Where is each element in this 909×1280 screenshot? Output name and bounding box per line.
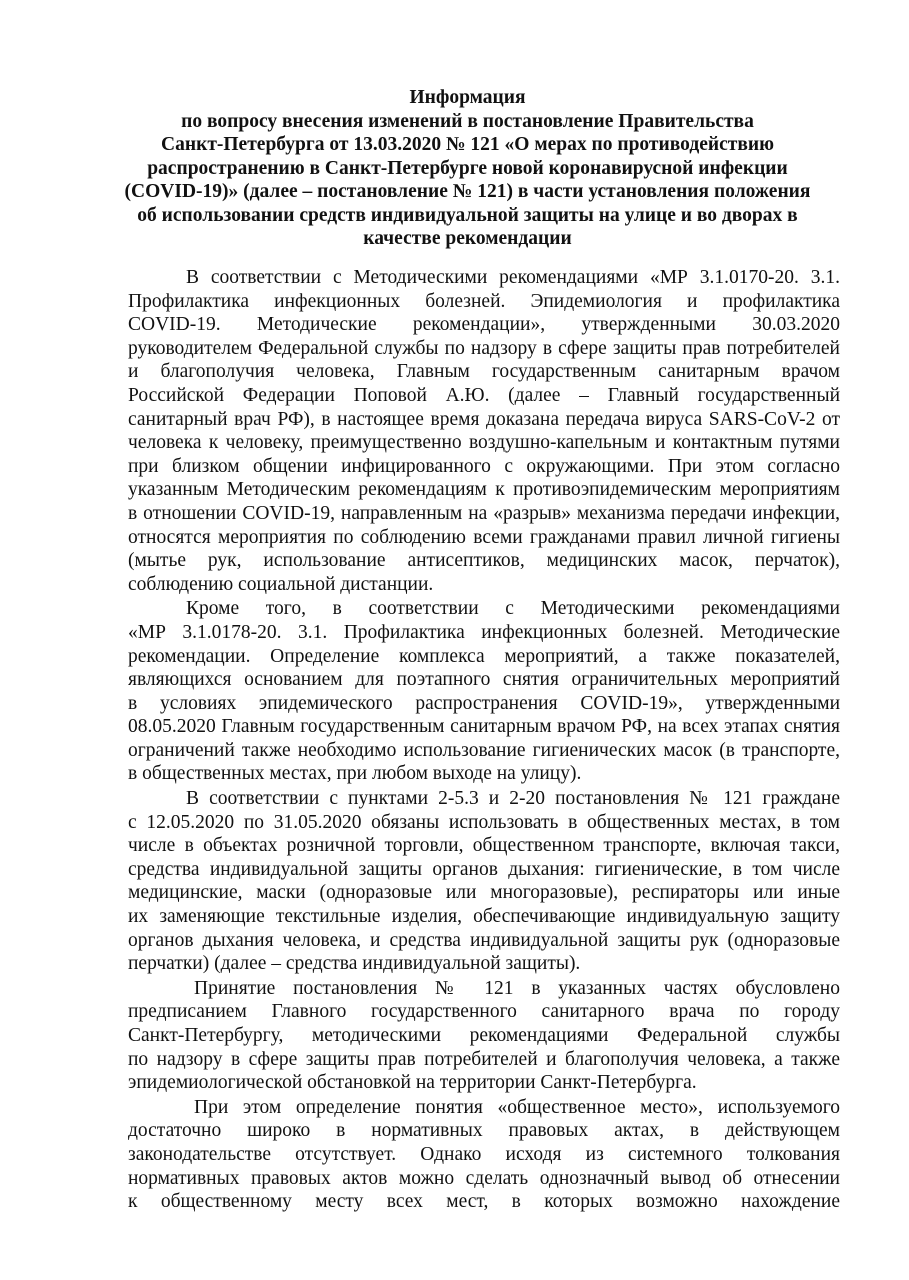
text-line: В соответствии с пунктами 2-5.3 и 2-20 постановления № 121 граждане bbox=[186, 788, 840, 810]
text-line: предписанием Главного государственного санитарного врача по городу bbox=[128, 1001, 840, 1023]
text-line: в отношении COVID-19, направленным на «разрыв» механизма передачи инфекции, bbox=[128, 502, 840, 524]
heading-line: по вопросу внесения изменений в постановление Правительства bbox=[181, 110, 754, 132]
text-line: соблюдению социальной дистанции. bbox=[128, 573, 434, 595]
heading-line: качестве рекомендации bbox=[363, 228, 572, 249]
text-line: (мытье рук, использование антисептиков, медицинских масок, перчаток), bbox=[128, 550, 840, 572]
text-line: в условиях эпидемического распространения COVID-19», утвержденными bbox=[128, 692, 840, 714]
text-line: Российской Федерации Поповой А.Ю. (далее – Главный государственный bbox=[128, 384, 840, 406]
text-line: и благополучия человека, Главным государственным санитарным врачом bbox=[128, 361, 840, 383]
paragraph-3 bbox=[128, 787, 840, 976]
document-body bbox=[128, 266, 840, 1215]
text-line: «МР 3.1.0178-20. 3.1. Профилактика инфекционных болезней. Методические bbox=[128, 621, 840, 643]
heading-line: распространению в Санкт-Петербурге новой коронавирусной инфекции bbox=[147, 157, 788, 179]
text-line: являющихся основанием для поэтапного снятия ограничительных мероприятий bbox=[128, 669, 840, 691]
text-line: эпидемиологической обстановкой на территории Санкт-Петербурга. bbox=[128, 1072, 697, 1094]
text-line: к общественному месту всех мест, в которых возможно нахождение bbox=[128, 1191, 840, 1213]
paragraph-4 bbox=[128, 977, 840, 1095]
text-line: санитарный врач РФ), в настоящее время доказана передача вируса SARS-CoV-2 от bbox=[128, 408, 840, 430]
text-line: При этом определение понятия «общественное место», используемого bbox=[194, 1096, 840, 1118]
text-line: В соответствии с Методическими рекомендациями «МР 3.1.0170-20. 3.1. bbox=[186, 267, 840, 288]
text-line: средства индивидуальной защиты органов дыхания: гигиенические, в том числе bbox=[128, 858, 840, 880]
text-line: нормативных правовых актов можно сделать однозначный вывод об отнесении bbox=[128, 1167, 840, 1189]
text-line: Кроме того, в соответствии с Методическими рекомендациями bbox=[186, 598, 840, 620]
text-line: Санкт-Петербургу, методическими рекомендациями Федеральной службы bbox=[128, 1025, 840, 1046]
heading-line: об использовании средств индивидуальной защиты на улице и во дворах в bbox=[137, 204, 798, 226]
paragraph-1 bbox=[128, 266, 840, 596]
text-line: указанным Методическим рекомендациям к противоэпидемическим мероприятиям bbox=[128, 479, 840, 501]
text-line: числе в объектах розничной торговли, общественном транспорте, включая такси, bbox=[128, 835, 840, 857]
text-line: органов дыхания человека, и средства индивидуальной защиты рук (одноразовые bbox=[128, 929, 840, 951]
text-line: законодательстве отсутствует. Однако исходя из системного толкования bbox=[128, 1143, 840, 1165]
heading-title: Информация bbox=[409, 87, 526, 108]
text-line: медицинские, маски (одноразовые или многоразовые), респираторы или иные bbox=[128, 882, 840, 904]
text-line: относятся мероприятия по соблюдению всеми гражданами правил личной гигиены bbox=[128, 526, 840, 548]
text-line: перчатки) (далее – средства индивидуальной защиты). bbox=[128, 953, 581, 975]
text-line: в общественных местах, при любом выходе на улицу). bbox=[128, 763, 582, 785]
text-line: 08.05.2020 Главным государственным санитарным врачом РФ, на всех этапах снятия bbox=[128, 716, 840, 738]
text-line: рекомендации. Определение комплекса мероприятий, а также показателей, bbox=[128, 645, 840, 667]
text-line: руководителем Федеральной службы по надзору в сфере защиты прав потребителей bbox=[128, 337, 840, 359]
text-line: COVID-19. Методические рекомендации», утвержденными 30.03.2020 bbox=[128, 314, 840, 336]
paragraph-5 bbox=[128, 1096, 840, 1214]
heading-line: (COVID-19)» (далее – постановление № 121) в части установления положения bbox=[124, 181, 811, 202]
text-line: с 12.05.2020 по 31.05.2020 обязаны использовать в общественных местах, в том bbox=[128, 811, 840, 833]
text-line: по надзору в сфере защиты прав потребителей и благополучия человека, а также bbox=[128, 1048, 840, 1070]
text-line: при близком общении инфицированного с окружающими. При этом согласно bbox=[128, 455, 840, 477]
text-line: ограничений также необходимо использование гигиенических масок (в транспорте, bbox=[128, 739, 840, 761]
heading-line: Санкт-Петербурга от 13.03.2020 № 121 «О мерах по противодействию bbox=[161, 134, 774, 155]
text-line: их заменяющие текстильные изделия, обеспечивающие индивидуальную защиту bbox=[128, 906, 840, 928]
text-line: Профилактика инфекционных болезней. Эпидемиология и профилактика bbox=[128, 290, 840, 312]
paragraph-2 bbox=[128, 597, 840, 786]
document-heading bbox=[100, 86, 835, 251]
text-line: достаточно широко в нормативных правовых актах, в действующем bbox=[128, 1120, 840, 1142]
text-line: Принятие постановления № 121 в указанных частях обусловлено bbox=[194, 977, 840, 999]
text-line: человека к человеку, преимущественно воздушно-капельным и контактным путями bbox=[128, 432, 840, 454]
